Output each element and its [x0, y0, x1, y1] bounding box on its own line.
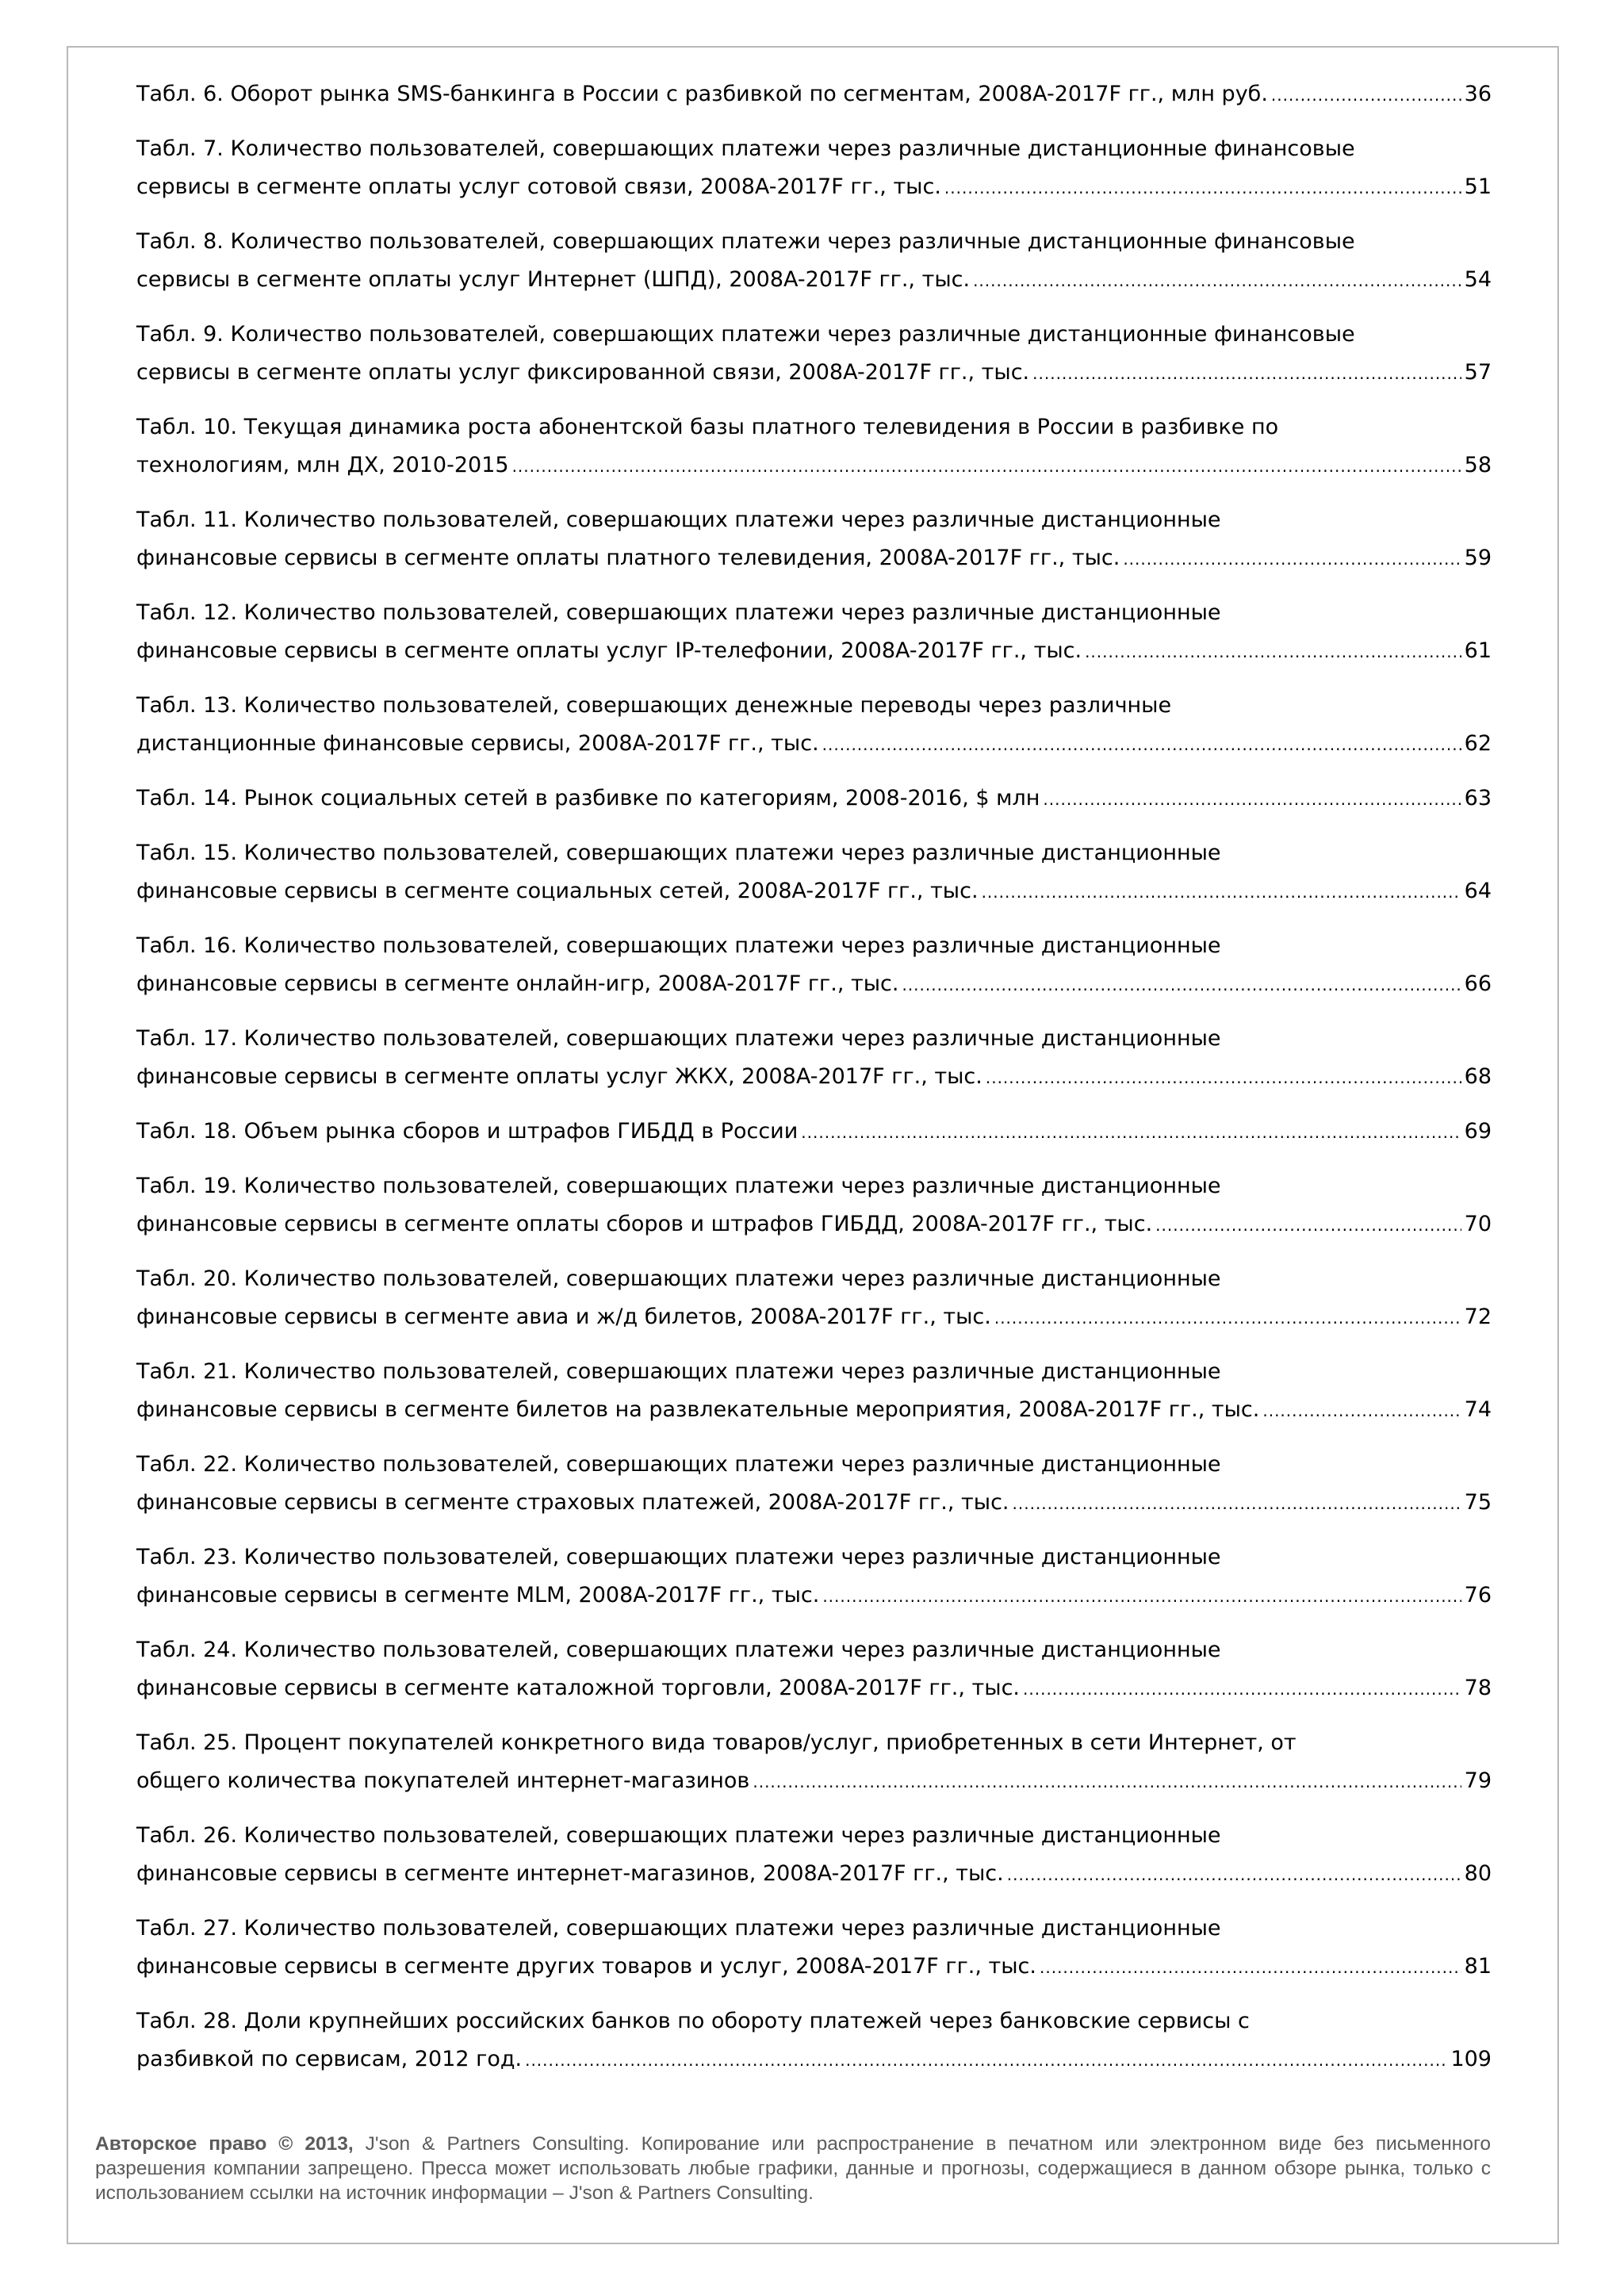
toc-entry[interactable]: [136, 780, 1492, 818]
dot-leader: [1040, 1948, 1461, 1987]
toc-entry[interactable]: [136, 316, 1492, 393]
toc-entry[interactable]: [136, 2002, 1492, 2079]
toc-entry[interactable]: [136, 408, 1492, 485]
toc-entry-lastline: [136, 1577, 1492, 1615]
page-number: 81: [1464, 1954, 1492, 1979]
toc-entry[interactable]: [136, 1353, 1492, 1430]
toc-entry[interactable]: [136, 1724, 1492, 1801]
toc-entry-title: сервисы в сегменте оплаты услуг сотовой связи, 2008A-2017F гг., тыс.: [136, 174, 941, 199]
page-number: 109: [1450, 2047, 1492, 2071]
toc-entry-text: Табл. 27. Количество пользователей, совершающих платежи через различные дистанционные: [136, 1916, 1221, 1941]
dot-leader: [1123, 540, 1461, 578]
toc-entry-title: Табл. 6. Оборот рынка SMS-банкинга в России с разбивкой по сегментам, 2008A-2017F гг., млн руб.: [136, 82, 1268, 106]
copyright-footer: [95, 2132, 1491, 2205]
toc-entry[interactable]: [136, 1538, 1492, 1615]
dot-leader: [1155, 1206, 1461, 1244]
toc-entry-text: Табл. 24. Количество пользователей, совершающих платежи через различные дистанционные: [136, 1638, 1221, 1662]
toc-entry-title: финансовые сервисы в сегменте оплаты услуг ЖКХ, 2008A-2017F гг., тыс.: [136, 1064, 982, 1089]
page-number: 57: [1464, 360, 1492, 385]
toc-entry-text: Табл. 8. Количество пользователей, совершающих платежи через различные дистанционные финансовые: [136, 229, 1355, 254]
toc-entry-lastline: [136, 1205, 1492, 1244]
toc-entry-title: Табл. 14. Рынок социальных сетей в разбивке по категориям, 2008-2016, $ млн: [136, 786, 1040, 810]
toc-entry-title: финансовые сервисы в сегменте других товаров и услуг, 2008A-2017F гг., тыс.: [136, 1954, 1036, 1979]
toc-entry-lastline: [136, 872, 1492, 911]
toc-entry-lastline: [136, 1113, 1492, 1151]
toc-entry[interactable]: [136, 1020, 1492, 1097]
toc-entry-title: финансовые сервисы в сегменте оплаты услуг IP-телефонии, 2008A-2017F гг., тыс.: [136, 638, 1082, 663]
toc-entry-title: сервисы в сегменте оплаты услуг Интернет (ШПД), 2008A-2017F гг., тыс.: [136, 267, 971, 292]
toc-entry-title: Табл. 18. Объем рынка сборов и штрафов ГИБДД в России: [136, 1119, 799, 1144]
toc-entry-lastline: [136, 1948, 1492, 1987]
toc-entry-text: Табл. 16. Количество пользователей, совершающих платежи через различные дистанционные: [136, 933, 1221, 958]
dot-leader: [801, 1113, 1461, 1151]
toc-entry[interactable]: [136, 501, 1492, 578]
page-number: 36: [1464, 82, 1492, 106]
toc-entry-lastline: [136, 632, 1492, 671]
page-number: 61: [1464, 638, 1492, 663]
toc-entry-title: финансовые сервисы в сегменте билетов на развлекательные мероприятия, 2008A-2017F гг., тыс.: [136, 1397, 1260, 1422]
toc-entry-title: финансовые сервисы в сегменте онлайн-игр, 2008A-2017F гг., тыс.: [136, 971, 899, 996]
page-number: 74: [1464, 1397, 1492, 1422]
toc-entry-text: Табл. 7. Количество пользователей, совершающих платежи через различные дистанционные финансовые: [136, 136, 1355, 161]
toc-entry-lastline: [136, 168, 1492, 207]
toc-entry-lastline: [136, 1855, 1492, 1894]
toc-entry-lastline: [136, 1391, 1492, 1430]
toc-entry-lastline: [136, 354, 1492, 393]
page-number: 70: [1464, 1212, 1492, 1236]
toc-entry-text: Табл. 23. Количество пользователей, совершающих платежи через различные дистанционные: [136, 1545, 1221, 1569]
dot-leader: [1271, 76, 1461, 114]
toc-entry-lastline: [136, 261, 1492, 300]
toc-entry[interactable]: [136, 223, 1492, 300]
toc-entry-title: финансовые сервисы в сегменте оплаты сборов и штрафов ГИБДД, 2008A-2017F гг., тыс.: [136, 1212, 1153, 1236]
page-number: 72: [1464, 1305, 1492, 1329]
toc-entry-text: Табл. 26. Количество пользователей, совершающих платежи через различные дистанционные: [136, 1823, 1221, 1848]
page-number: 63: [1464, 786, 1492, 810]
toc-entry-text: Табл. 10. Текущая динамика роста абонентской базы платного телевидения в России в разбивке по: [136, 415, 1279, 439]
dot-leader: [1013, 1485, 1461, 1523]
dot-leader: [986, 1059, 1461, 1097]
toc-entry[interactable]: [136, 927, 1492, 1004]
table-of-contents: [136, 75, 1492, 2095]
toc-entry-title: разбивкой по сервисам, 2012 год.: [136, 2047, 523, 2071]
dot-leader: [1032, 354, 1461, 393]
toc-entry-lastline: [136, 1484, 1492, 1523]
toc-entry-title: технологиям, млн ДХ, 2010-2015: [136, 453, 509, 477]
dot-leader: [994, 1299, 1461, 1337]
page-number: 76: [1464, 1583, 1492, 1607]
toc-entry[interactable]: [136, 834, 1492, 911]
toc-entry-lastline: [136, 1762, 1492, 1801]
page-number: 62: [1464, 731, 1492, 756]
dot-leader: [1262, 1392, 1461, 1430]
page-number: 51: [1464, 174, 1492, 199]
page-number: 66: [1464, 971, 1492, 996]
dot-leader: [525, 2041, 1447, 2079]
toc-entry-text: Табл. 22. Количество пользователей, совершающих платежи через различные дистанционные: [136, 1452, 1221, 1477]
page-number: 78: [1464, 1676, 1492, 1700]
dot-leader: [902, 966, 1461, 1004]
toc-entry-title: сервисы в сегменте оплаты услуг фиксированной связи, 2008A-2017F гг., тыс.: [136, 360, 1030, 385]
toc-entry-title: финансовые сервисы в сегменте страховых платежей, 2008A-2017F гг., тыс.: [136, 1490, 1009, 1515]
toc-entry-title: финансовые сервисы в сегменте интернет-магазинов, 2008A-2017F гг., тыс.: [136, 1861, 1004, 1886]
toc-entry[interactable]: [136, 1113, 1492, 1151]
toc-entry-lastline: [136, 446, 1492, 485]
toc-entry[interactable]: [136, 1817, 1492, 1894]
dot-leader: [1043, 780, 1461, 818]
dot-leader: [1085, 633, 1461, 671]
toc-entry-text: Табл. 11. Количество пользователей, совершающих платежи через различные дистанционные: [136, 508, 1221, 532]
toc-entry[interactable]: [136, 130, 1492, 207]
toc-entry-text: Табл. 19. Количество пользователей, совершающих платежи через различные дистанционные: [136, 1174, 1221, 1198]
toc-entry-lastline: [136, 539, 1492, 578]
dot-leader: [753, 1763, 1461, 1801]
toc-entry-lastline: [136, 780, 1492, 818]
page-number: 64: [1464, 879, 1492, 903]
page-number: 59: [1464, 546, 1492, 570]
dot-leader: [973, 262, 1461, 300]
toc-entry-text: Табл. 25. Процент покупателей конкретного вида товаров/услуг, приобретенных в сети Интернет, от: [136, 1730, 1297, 1755]
page-number: 68: [1464, 1064, 1492, 1089]
toc-entry-title: финансовые сервисы в сегменте каталожной торговли, 2008A-2017F гг., тыс.: [136, 1676, 1021, 1700]
toc-entry[interactable]: [136, 594, 1492, 671]
page-number: 69: [1464, 1119, 1492, 1144]
toc-entry-lastline: [136, 75, 1492, 114]
toc-entry-title: финансовые сервисы в сегменте авиа и ж/д билетов, 2008A-2017F гг., тыс.: [136, 1305, 991, 1329]
toc-entry-text: Табл. 20. Количество пользователей, совершающих платежи через различные дистанционные: [136, 1266, 1221, 1291]
toc-entry[interactable]: [136, 1910, 1492, 1987]
page-number: 79: [1464, 1768, 1492, 1793]
toc-entry-lastline: [136, 965, 1492, 1004]
toc-entry-title: дистанционные финансовые сервисы, 2008A-2017F гг., тыс.: [136, 731, 819, 756]
toc-entry-lastline: [136, 1298, 1492, 1337]
copyright-label: Авторское право © 2013,: [95, 2133, 354, 2155]
dot-leader: [512, 447, 1461, 485]
toc-entry-text: Табл. 9. Количество пользователей, совершающих платежи через различные дистанционные финансовые: [136, 322, 1355, 347]
dot-leader: [1023, 1670, 1461, 1708]
toc-entry-title: финансовые сервисы в сегменте социальных сетей, 2008A-2017F гг., тыс.: [136, 879, 979, 903]
toc-entry[interactable]: [136, 687, 1492, 764]
toc-entry[interactable]: [136, 1167, 1492, 1244]
dot-leader: [982, 873, 1461, 911]
toc-entry-title: финансовые сервисы в сегменте MLM, 2008A-2017F гг., тыс.: [136, 1583, 820, 1607]
toc-entry-text: Табл. 12. Количество пользователей, совершающих платежи через различные дистанционные: [136, 600, 1221, 625]
dot-leader: [1007, 1856, 1461, 1894]
dot-leader: [822, 726, 1461, 764]
toc-entry-title: финансовые сервисы в сегменте оплаты платного телевидения, 2008A-2017F гг., тыс.: [136, 546, 1120, 570]
page-number: 80: [1464, 1861, 1492, 1886]
page-number: 54: [1464, 267, 1492, 292]
toc-entry-lastline: [136, 1669, 1492, 1708]
toc-entry-text: Табл. 15. Количество пользователей, совершающих платежи через различные дистанционные: [136, 841, 1221, 865]
dot-leader: [822, 1577, 1461, 1615]
toc-entry[interactable]: [136, 1260, 1492, 1337]
toc-entry-lastline: [136, 2040, 1492, 2079]
toc-entry-text: Табл. 28. Доли крупнейших российских банков по обороту платежей через банковские сервисы с: [136, 2009, 1250, 2033]
copyright-text: J'son & Partners Consulting. Копирование или распространение в печатном или электронном виде без письменного разрешения компании запрещено. Пресса может использовать любые графики, данные и прогнозы, содержащиеся в данном обзоре рынка, только с использованием ссылки на источник информации – J'son & Partners Consulting.: [95, 2133, 1491, 2204]
toc-entry-lastline: [136, 725, 1492, 764]
toc-entry-lastline: [136, 1058, 1492, 1097]
page-number: 58: [1464, 453, 1492, 477]
toc-entry-text: Табл. 17. Количество пользователей, совершающих платежи через различные дистанционные: [136, 1026, 1221, 1051]
toc-entry[interactable]: [136, 1631, 1492, 1708]
toc-entry-title: общего количества покупателей интернет-магазинов: [136, 1768, 750, 1793]
toc-entry[interactable]: [136, 75, 1492, 114]
page-number: 75: [1464, 1490, 1492, 1515]
toc-entry-text: Табл. 21. Количество пользователей, совершающих платежи через различные дистанционные: [136, 1359, 1221, 1384]
dot-leader: [944, 169, 1461, 207]
toc-entry-text: Табл. 13. Количество пользователей, совершающих денежные переводы через различные: [136, 693, 1172, 718]
toc-entry[interactable]: [136, 1446, 1492, 1523]
